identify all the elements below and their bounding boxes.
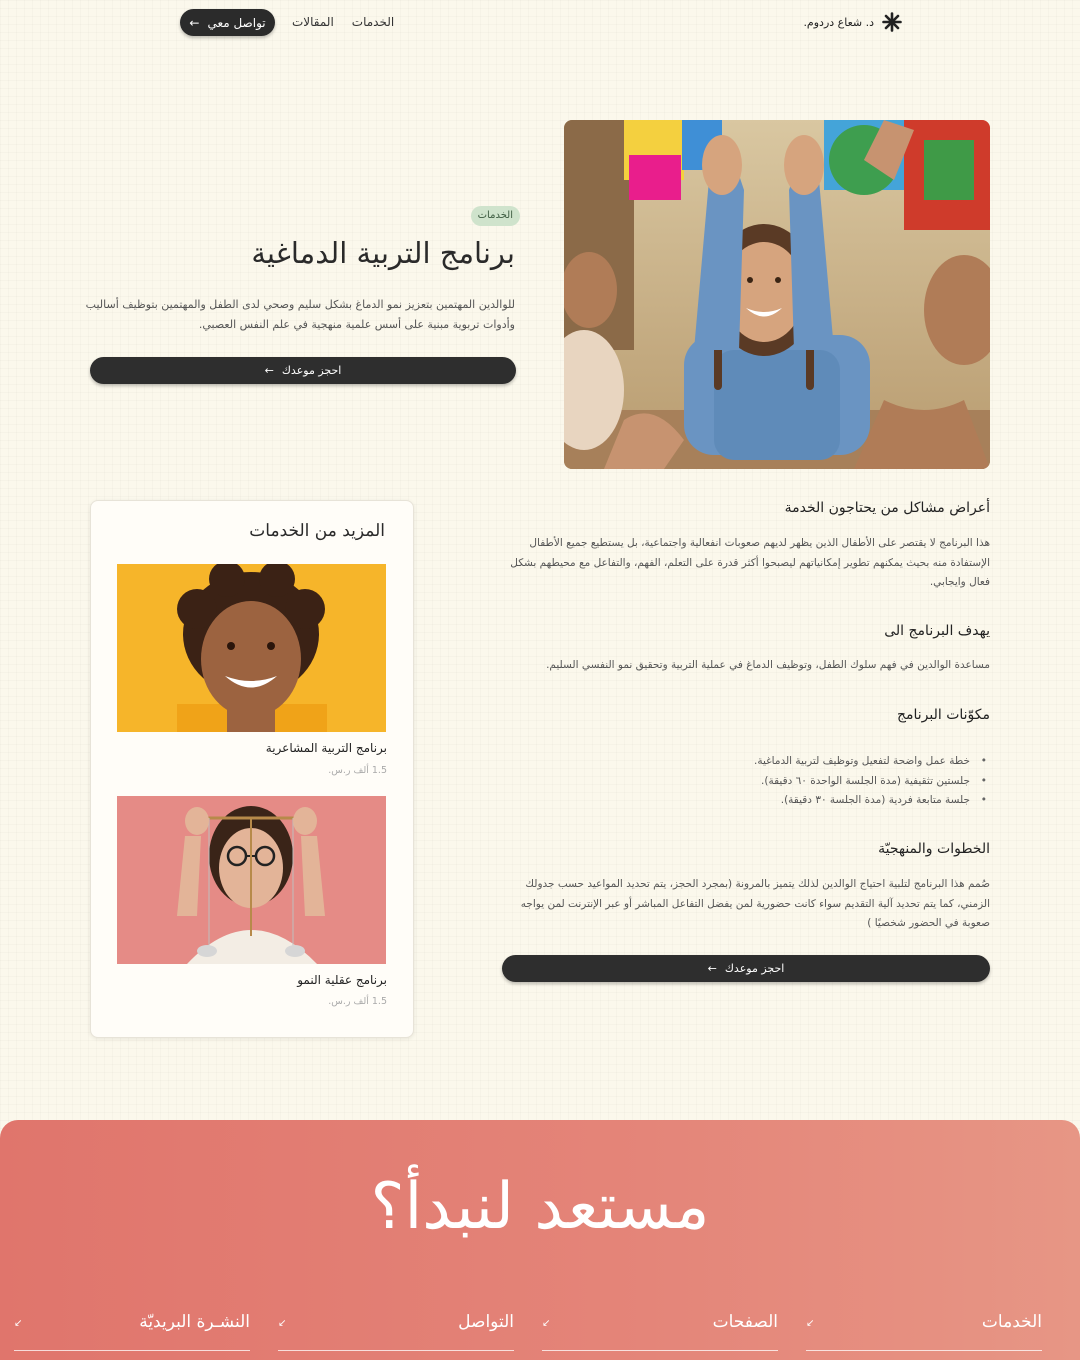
contact-button[interactable] <box>180 9 275 36</box>
cta-section <box>0 1120 1080 1360</box>
steps-text: صُمم هذا البرنامج لتلبية احتياج الوالدين لذلك يتميز بالمرونة (بمجرد الحجز، يتم تحديد المواعيد حسب جدولك الزمني، كما يتم تحديد آلية التقديم سواء كانت حضورية لمن يفضل التفاعل المباشر أو عبر الإنترنت لمن يواجه صعوبة في الحضور شخصيًا ) <box>520 878 990 929</box>
list-item: • جلستين تثقيفية (مدة الجلسة الواحدة ٦٠ دقيقة). <box>754 772 990 792</box>
asterisk-flower-icon <box>882 12 902 32</box>
symptoms-text: هذا البرنامج لا يقتصر على الأطفال الذين يظهر لديهم صعوبات انفعالية واجتماعية، بل يستطيع جميع الأطفال الإستفادة منه بحيث يمكنهم تطوير إمكانياتهم ليصبحوا أكثر قدرة على التعلم، الفهم، والتفاعل مع محيطهم بشكل فعال وايجابي. <box>510 537 990 588</box>
page-title: برنامج التربية الدماغية <box>251 236 515 270</box>
arrow-left-icon: ← <box>707 962 717 975</box>
components-list <box>754 752 990 811</box>
contact-button-label: تواصل معي <box>207 15 266 30</box>
service-name[interactable]: برنامج التربية المشاعرية <box>265 741 387 755</box>
category-badge: الخدمات <box>471 206 520 226</box>
footer-column-label: التواصل <box>458 1312 514 1332</box>
steps-heading: الخطوات والمنهجيّة <box>878 841 990 857</box>
brand-name: د. شعاع دردوم. <box>803 15 874 29</box>
brand[interactable] <box>803 12 902 32</box>
cta-title: مستعد لنبدأ؟ <box>370 1170 710 1244</box>
footer-column-newsletter[interactable] <box>14 1312 250 1351</box>
footer-column-pages[interactable] <box>542 1312 778 1351</box>
book-button-label: احجز موعدك <box>724 962 785 975</box>
arrow-down-left-icon: ↙ <box>542 1318 551 1329</box>
arrow-down-left-icon: ↙ <box>806 1318 815 1329</box>
book-appointment-button-bottom[interactable] <box>502 955 990 982</box>
arrow-left-icon: ← <box>264 364 274 377</box>
footer-column-services[interactable] <box>806 1312 1042 1351</box>
arrow-down-left-icon: ↙ <box>14 1318 23 1329</box>
goal-heading: يهدف البرنامج الى <box>884 623 990 639</box>
footer-column-label: النشـرة البريديّة <box>139 1312 250 1332</box>
footer-column-label: الخدمات <box>981 1312 1042 1332</box>
service-image-emotional[interactable] <box>117 564 386 732</box>
goal-text: مساعدة الوالدين في فهم سلوك الطفل، وتوظيف الدماغ في عملية التربية وتحقيق نمو النفسي السليم. <box>546 659 990 671</box>
more-services-card <box>90 500 414 1038</box>
footer-column-label: الصفحات <box>712 1312 778 1332</box>
nav-articles[interactable]: المقالات <box>292 15 334 29</box>
service-price: 1.5 ألف ر.س. <box>328 765 387 776</box>
service-name[interactable]: برنامج عقلية النمو <box>297 973 387 987</box>
arrow-down-left-icon: ↙ <box>278 1318 287 1329</box>
list-item: • جلسة متابعة فردية (مدة الجلسة ٣٠ دقيقة). <box>754 791 990 811</box>
service-image-growth[interactable] <box>117 796 386 964</box>
book-button-label: احجز موعدك <box>281 364 342 377</box>
components-heading: مكوّنات البرنامج <box>896 707 990 723</box>
nav-services[interactable]: الخدمات <box>351 15 395 29</box>
service-price: 1.5 ألف ر.س. <box>328 996 387 1007</box>
book-appointment-button[interactable] <box>90 357 516 384</box>
arrow-left-icon: ← <box>189 15 200 30</box>
more-services-title: المزيد من الخدمات <box>249 521 385 541</box>
main-nav <box>292 15 394 29</box>
symptoms-heading: أعراض مشاكل من يحتاجون الخدمة <box>784 500 990 516</box>
hero-description: للوالدين المهتمين بتعزيز نمو الدماغ بشكل سليم وصحي لدى الطفل والمهتمين بتوظيف أساليب وأدوات تربوية مبنية على أسس علمية منهجية في علم النفس العصبي. <box>85 298 515 331</box>
list-item: • خطة عمل واضحة لتفعيل وتوظيف لتربية الدماغية. <box>754 752 990 772</box>
hero-image <box>564 120 990 469</box>
footer-column-contact[interactable] <box>278 1312 514 1351</box>
